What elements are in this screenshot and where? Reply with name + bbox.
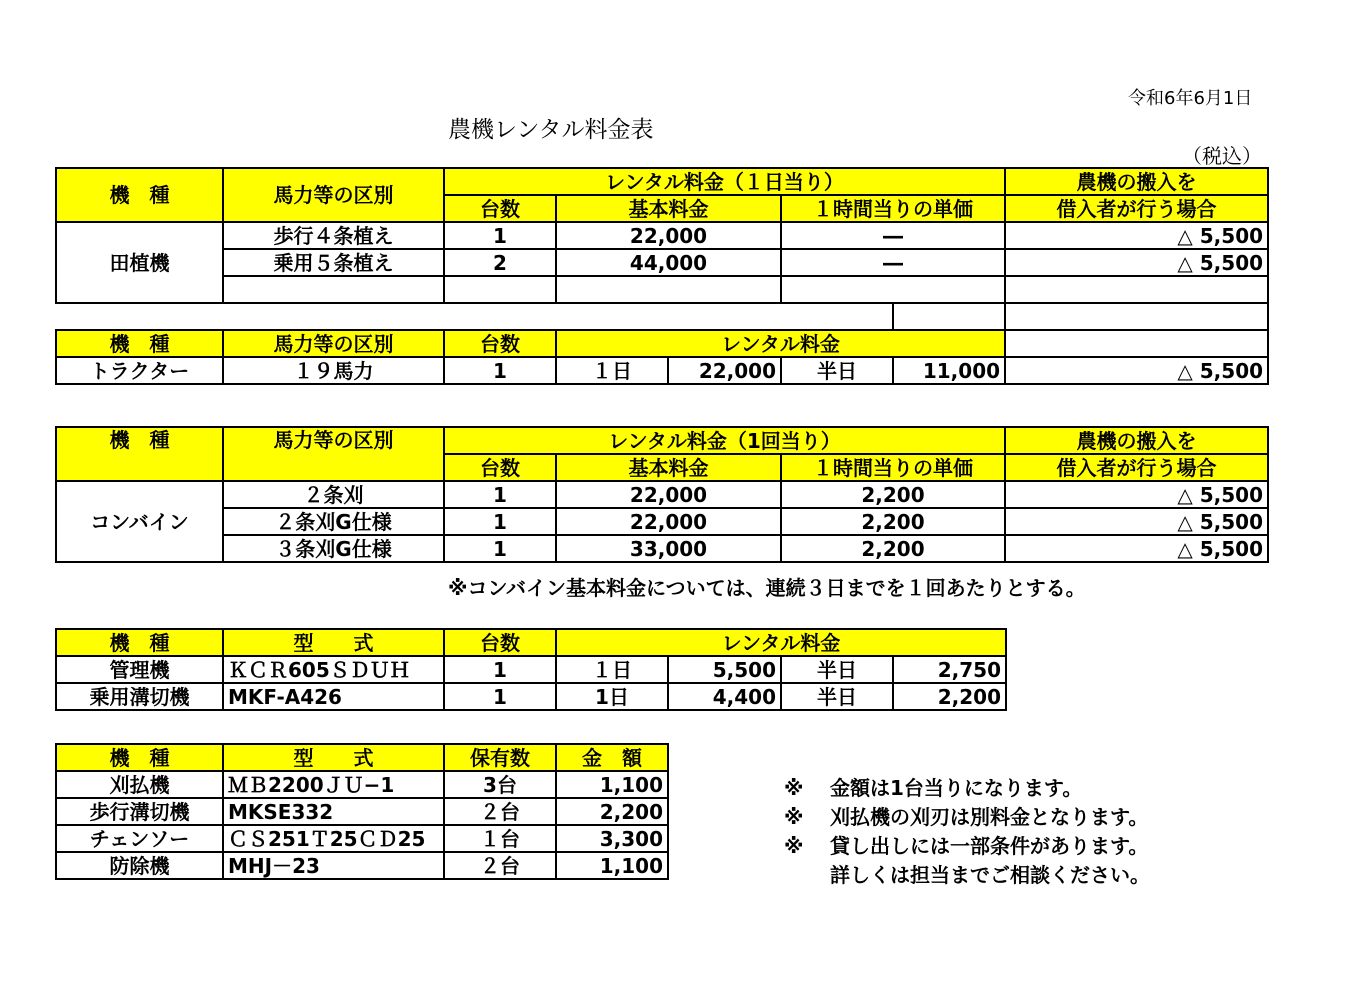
page-title: 農機レンタル料金表 — [448, 117, 654, 143]
hannyu-cell: △ 5,500 — [1005, 508, 1268, 535]
day-price: 22,000 — [668, 357, 781, 384]
machine-name: 乗用溝切機 — [56, 683, 223, 710]
kihon-cell: 22,000 — [556, 508, 781, 535]
hannyu-cell: △ 5,500 — [1005, 535, 1268, 562]
note-line: ※ 貸し出しには一部条件があります。 — [784, 834, 1149, 858]
header-kingaku: 金 額 — [556, 744, 668, 771]
empty-cell — [781, 276, 1005, 303]
header-bariki: 馬力等の区別 — [223, 427, 444, 481]
issue-date: 令和6年6月1日 — [1128, 88, 1253, 109]
day-label: １日 — [556, 656, 668, 683]
empty-cell — [1005, 330, 1268, 357]
tanka-cell: ― — [781, 222, 1005, 249]
model-cell: ＭＢ2200ＪＵ−1 — [223, 771, 444, 798]
daisu-cell: 1 — [444, 508, 556, 535]
tanka-cell: 2,200 — [781, 508, 1005, 535]
header-kishu: 機 種 — [56, 168, 223, 222]
header-daisu: 台数 — [444, 454, 556, 481]
half-day-price: 2,200 — [893, 683, 1006, 710]
empty-cell — [444, 276, 556, 303]
kingaku-cell: 2,200 — [556, 798, 668, 825]
note-line: 詳しくは担当までご相談ください。 — [830, 863, 1150, 887]
header-kihon: 基本料金 — [556, 454, 781, 481]
header-hannyu-line1: 農機の搬入を — [1005, 427, 1268, 454]
hoyu-cell: 3台 — [444, 771, 556, 798]
header-kishu: 機 種 — [56, 629, 223, 656]
kubetsu-cell: 乗用５条植え — [223, 249, 444, 276]
day-price: 5,500 — [668, 656, 781, 683]
machine-name: 田植機 — [56, 222, 223, 303]
spacer-cell — [781, 303, 893, 330]
spacer-cell — [556, 303, 668, 330]
kubetsu-cell: １９馬力 — [223, 357, 444, 384]
tanka-cell: 2,200 — [781, 481, 1005, 508]
note-line: ※ 刈払機の刈刃は別料金となります。 — [784, 805, 1149, 829]
machine-name: チェンソー — [56, 825, 223, 852]
header-rental: レンタル料金 — [556, 330, 1005, 357]
header-hannyu-line1: 農機の搬入を — [1005, 168, 1268, 195]
kihon-cell: 22,000 — [556, 222, 781, 249]
notes-block — [784, 774, 1150, 890]
small-tools-table — [55, 743, 669, 880]
empty-cell — [1005, 303, 1268, 330]
model-cell: MKSE332 — [223, 798, 444, 825]
hannyu-cell: △ 5,500 — [1005, 249, 1268, 276]
kihon-cell: 44,000 — [556, 249, 781, 276]
empty-cell — [556, 276, 781, 303]
daisu-cell: 1 — [444, 357, 556, 384]
combine-table — [55, 426, 1269, 563]
machine-name: コンバイン — [56, 481, 223, 562]
header-hannyu-line2: 借入者が行う場合 — [1005, 195, 1268, 222]
daisu-cell: 1 — [444, 481, 556, 508]
header-katashiki: 型 式 — [223, 629, 444, 656]
machine-name: 刈払機 — [56, 771, 223, 798]
day-price: 4,400 — [668, 683, 781, 710]
day-label: 1日 — [556, 683, 668, 710]
half-day-label: 半日 — [781, 683, 893, 710]
hannyu-cell: △ 5,500 — [1005, 481, 1268, 508]
half-day-price: 2,750 — [893, 656, 1006, 683]
kubetsu-cell: 歩行４条植え — [223, 222, 444, 249]
header-rental: レンタル料金 — [556, 629, 1006, 656]
kingaku-cell: 3,300 — [556, 825, 668, 852]
half-day-label: 半日 — [781, 656, 893, 683]
hoyu-cell: ２台 — [444, 852, 556, 879]
model-cell: ＣＳ251Ｔ25ＣＤ25 — [223, 825, 444, 852]
header-kishu: 機 種 — [56, 744, 223, 771]
tax-note: （税込） — [1182, 144, 1262, 168]
header-tanka: １時間当りの単価 — [781, 195, 1005, 222]
spacer-cell — [223, 303, 444, 330]
tanka-cell: ― — [781, 249, 1005, 276]
header-tanka: １時間当りの単価 — [781, 454, 1005, 481]
model-cell: MKF-A426 — [223, 683, 444, 710]
kihon-cell: 33,000 — [556, 535, 781, 562]
hoyu-cell: １台 — [444, 825, 556, 852]
header-bariki: 馬力等の区別 — [223, 330, 444, 357]
kubetsu-cell: ２条刈 — [223, 481, 444, 508]
hoyu-cell: ２台 — [444, 798, 556, 825]
machine-name: 防除機 — [56, 852, 223, 879]
daisu-cell: 1 — [444, 222, 556, 249]
daisu-cell: 1 — [444, 683, 556, 710]
header-kihon: 基本料金 — [556, 195, 781, 222]
kihon-cell: 22,000 — [556, 481, 781, 508]
header-daisu: 台数 — [444, 330, 556, 357]
header-katashiki: 型 式 — [223, 744, 444, 771]
tanka-cell: 2,200 — [781, 535, 1005, 562]
machine-name: トラクター — [56, 357, 223, 384]
kubetsu-cell: ３条刈G仕様 — [223, 535, 444, 562]
header-rental-per-use: レンタル料金（1回当り） — [444, 427, 1005, 454]
half-day-price: 11,000 — [893, 357, 1005, 384]
day-label: １日 — [556, 357, 668, 384]
header-hannyu-line2: 借入者が行う場合 — [1005, 454, 1268, 481]
spacer-cell — [56, 303, 223, 330]
note-line: ※ 金額は1台当りになります。 — [784, 776, 1083, 800]
header-kishu: 機 種 — [56, 427, 223, 481]
kingaku-cell: 1,100 — [556, 852, 668, 879]
header-rental-per-day: レンタル料金（１日当り） — [444, 168, 1005, 195]
header-daisu: 台数 — [444, 195, 556, 222]
machine-name: 管理機 — [56, 656, 223, 683]
daisu-cell: 1 — [444, 535, 556, 562]
header-kishu: 機 種 — [56, 330, 223, 357]
combine-note: ※コンバイン基本料金については、連続３日までを１回あたりとする。 — [448, 576, 1086, 600]
spacer-cell — [444, 303, 556, 330]
kingaku-cell: 1,100 — [556, 771, 668, 798]
hannyu-cell: △ 5,500 — [1005, 222, 1268, 249]
rice-transplanter-tractor-table — [55, 167, 1269, 385]
spacer-cell — [668, 303, 781, 330]
cultivator-table — [55, 628, 1007, 711]
empty-cell — [1005, 276, 1268, 303]
machine-name: 歩行溝切機 — [56, 798, 223, 825]
model-cell: MHJ－23 — [223, 852, 444, 879]
daisu-cell: 2 — [444, 249, 556, 276]
kubetsu-cell: ２条刈G仕様 — [223, 508, 444, 535]
empty-cell — [223, 276, 444, 303]
daisu-cell: 1 — [444, 656, 556, 683]
header-daisu: 台数 — [444, 629, 556, 656]
empty-cell — [893, 303, 1005, 330]
hannyu-cell: △ 5,500 — [1005, 357, 1268, 384]
model-cell: ＫＣＲ605ＳＤＵＨ — [223, 656, 444, 683]
half-day-label: 半日 — [781, 357, 893, 384]
header-hoyu: 保有数 — [444, 744, 556, 771]
header-bariki: 馬力等の区別 — [223, 168, 444, 222]
